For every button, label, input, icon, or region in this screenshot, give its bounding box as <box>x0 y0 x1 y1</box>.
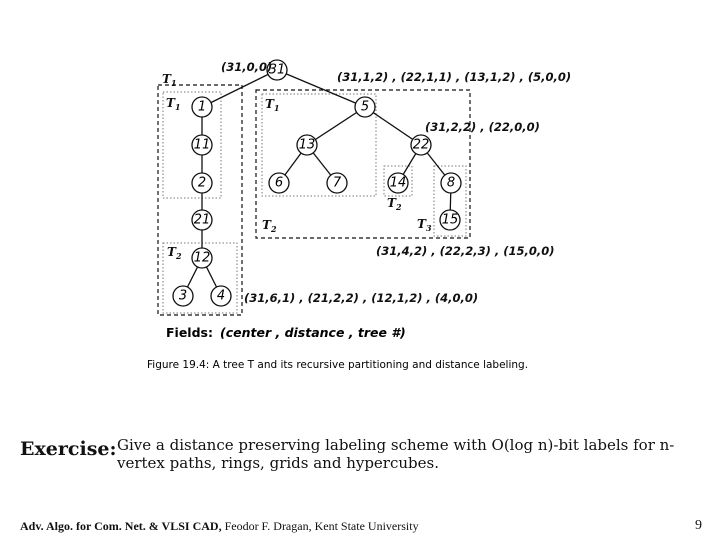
tree-label-t1-right: $T_1$ <box>265 97 280 113</box>
tree-label-t1-left: $T_1$ <box>166 96 181 112</box>
label-root: (31,0,0) <box>221 60 273 74</box>
tree-label-t2-mid: $T_2$ <box>387 196 402 212</box>
node-label-1: 1 <box>197 99 207 115</box>
footer-author: Feodor F. Dragan, Kent State University <box>221 519 419 533</box>
node-label-2: 2 <box>197 175 207 191</box>
node-label-31: 31 <box>268 62 286 78</box>
label-bottom-right: (31,4,2) , (22,2,3) , (15,0,0) <box>376 244 555 258</box>
node-label-6: 6 <box>274 175 284 191</box>
node-3 <box>173 286 193 306</box>
node-15 <box>440 210 460 230</box>
node-7 <box>327 173 347 193</box>
label-mid-right: (31,2,2) , (22,0,0) <box>425 120 540 134</box>
node-1 <box>192 97 212 117</box>
node-label-4: 4 <box>216 288 226 304</box>
node-label-7: 7 <box>332 175 342 191</box>
node-2 <box>192 173 212 193</box>
tree-label-t2-right: $T_2$ <box>262 218 277 234</box>
node-label-5: 5 <box>360 99 370 115</box>
node-13 <box>297 135 317 155</box>
footer-course: Adv. Algo. for Com. Net. & VLSI CAD, <box>20 519 222 533</box>
tree-edges <box>183 70 451 296</box>
fields-value: (center , distance , tree #) <box>220 325 406 340</box>
exercise-text: Give a distance preserving labeling scheme with O(log n)-bit labels for n-vertex paths, rings, grids and hypercubes. <box>117 436 675 472</box>
node-14 <box>388 173 408 193</box>
node-label-22: 22 <box>412 137 430 153</box>
node-label-21: 21 <box>193 212 211 228</box>
tree-label-t1-outer: $T_1$ <box>162 72 177 88</box>
label-bottom-left: (31,6,1) , (21,2,2) , (12,1,2) , (4,0,0) <box>244 291 479 305</box>
label-right-top: (31,1,2) , (22,1,1) , (13,1,2) , (5,0,0) <box>337 70 572 84</box>
node-6 <box>269 173 289 193</box>
node-label-13: 13 <box>298 137 316 153</box>
node-11 <box>192 135 212 155</box>
partition-box-t1-outer <box>158 85 242 315</box>
node-label-12: 12 <box>193 250 211 266</box>
tree-label-t3: $T_3$ <box>417 217 432 233</box>
exercise-heading: Exercise: <box>20 438 117 460</box>
tree-label-t2-left: $T_2$ <box>167 245 182 261</box>
node-label-8: 8 <box>446 175 456 191</box>
node-label-11: 11 <box>193 137 211 153</box>
node-label-3: 3 <box>178 288 188 304</box>
page-number: 9 <box>695 518 702 533</box>
node-label-14: 14 <box>389 175 407 191</box>
node-22 <box>411 135 431 155</box>
footer-credit <box>20 519 419 534</box>
node-21 <box>192 210 212 230</box>
figure-caption: Figure 19.4: A tree T and its recursive partitioning and distance labeling. <box>147 359 529 371</box>
node-label-15: 15 <box>441 212 459 228</box>
fields-label: Fields: <box>166 325 213 340</box>
tree-nodes <box>173 60 461 306</box>
node-12 <box>192 248 212 268</box>
node-5 <box>355 97 375 117</box>
node-8 <box>441 173 461 193</box>
node-4 <box>211 286 231 306</box>
